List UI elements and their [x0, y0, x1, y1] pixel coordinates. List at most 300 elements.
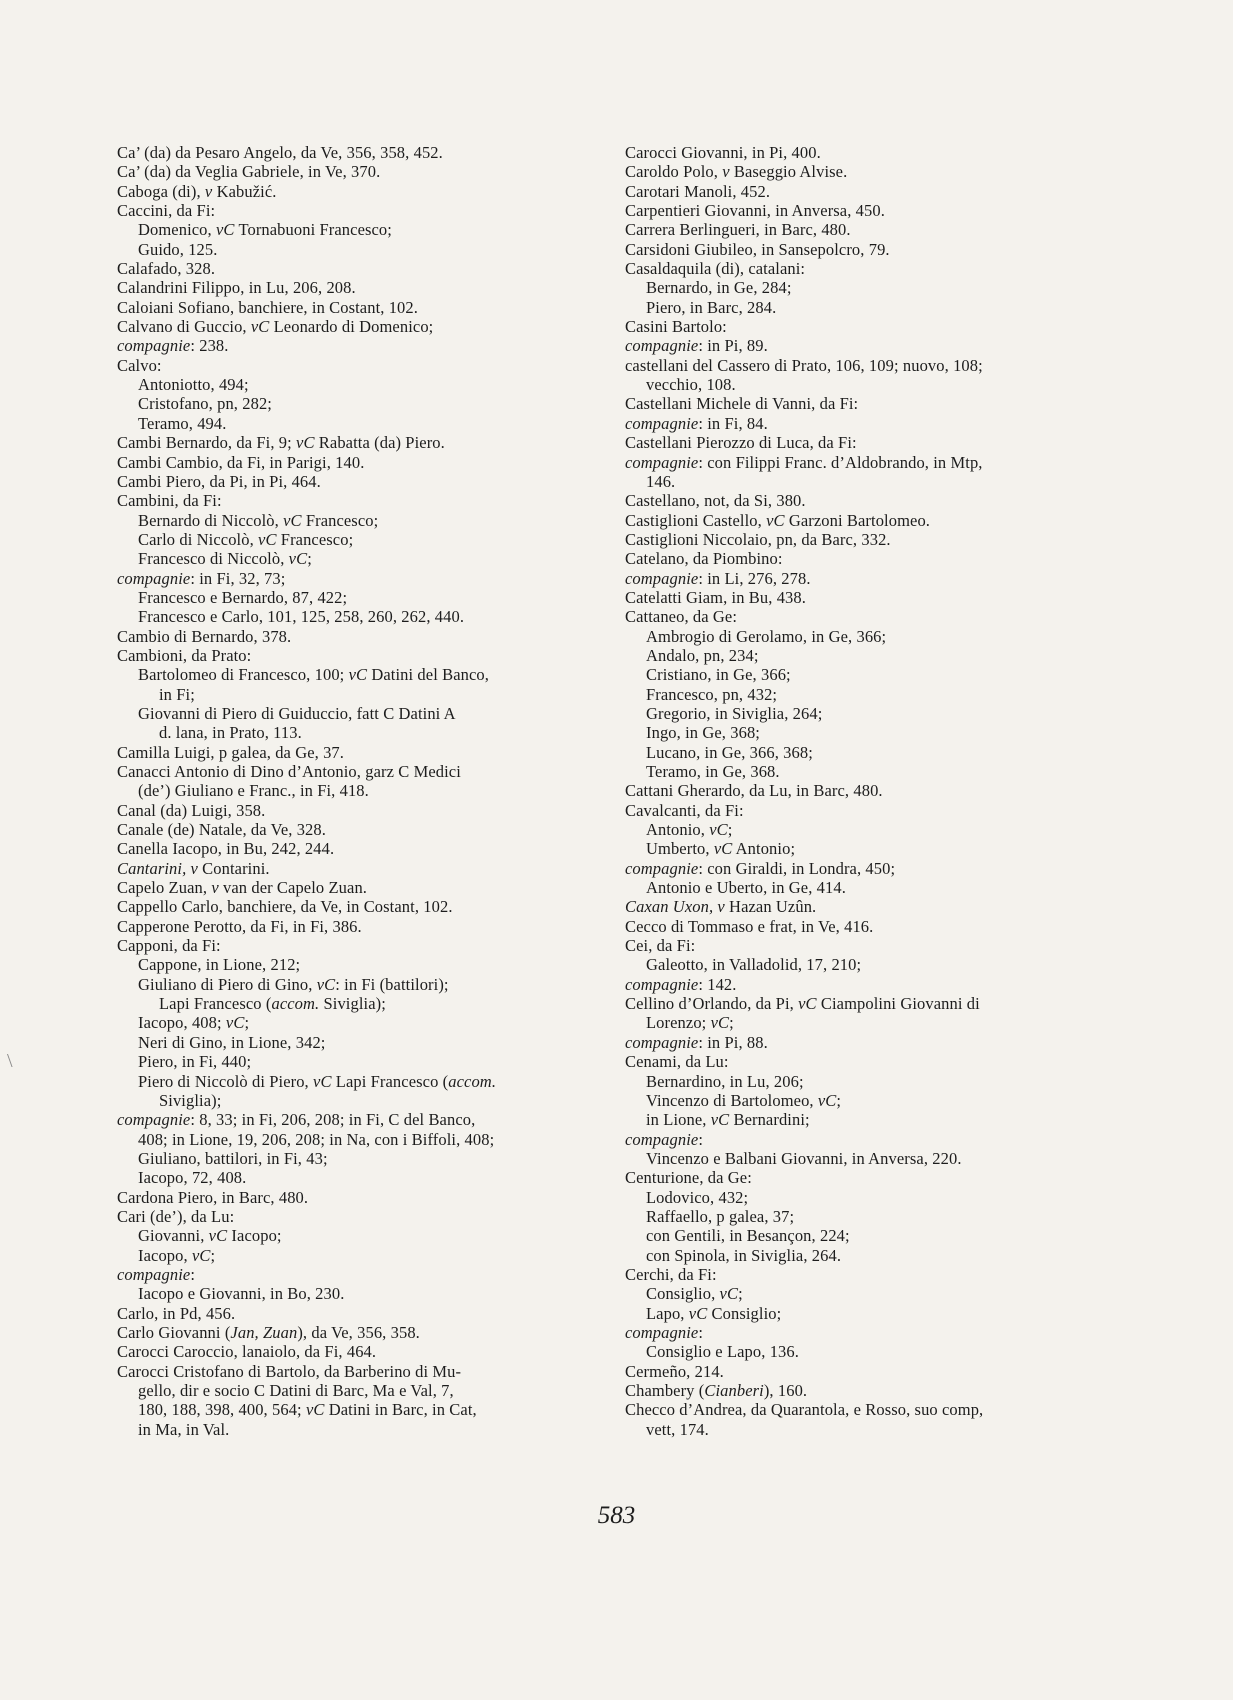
- italic-term: Caxan Uxon, v: [625, 897, 725, 917]
- entry-text: Iacopo, 72, 408.: [138, 1168, 247, 1188]
- entry-text: Consiglio;: [707, 1303, 782, 1323]
- entry-text: Capperone Perotto, da Fi, in Fi, 386.: [117, 916, 362, 936]
- entry-text: Cappello Carlo, banchiere, da Ve, in Costant, 102.: [117, 897, 453, 917]
- index-entry-line: [625, 1381, 1097, 1400]
- entry-text: Tornabuoni Francesco;: [234, 220, 392, 240]
- index-entry-line: [625, 414, 1097, 433]
- entry-text: Siviglia);: [319, 994, 386, 1014]
- entry-text: Ingo, in Ge, 368;: [646, 723, 760, 743]
- entry-text: Bernardo di Niccolò,: [138, 510, 284, 530]
- entry-text: Rabatta (da) Piero.: [314, 433, 445, 453]
- index-entry-line: [625, 549, 1097, 568]
- entry-text: Castellano, not, da Si, 380.: [625, 491, 806, 511]
- entry-text: Datini del Banco,: [367, 665, 489, 685]
- entry-text: Cambini, da Fi:: [117, 491, 222, 511]
- entry-text: Domenico,: [138, 220, 216, 240]
- italic-term: Jan, Zuan: [230, 1322, 298, 1342]
- index-entry-line: [625, 530, 1097, 549]
- index-entry-line: [117, 1400, 579, 1419]
- index-entry-line: [625, 356, 1097, 375]
- entry-text: :: [698, 1129, 703, 1149]
- index-entry-line: [117, 375, 579, 394]
- index-entry-line: [625, 1323, 1097, 1342]
- index-entry-line: [117, 1110, 579, 1129]
- entry-text: Casaldaquila (di), catalani:: [625, 259, 806, 279]
- index-entry-line: [625, 1304, 1097, 1323]
- index-entry-line: [117, 182, 579, 201]
- entry-text: Carlo Giovanni (: [117, 1322, 231, 1342]
- index-entry-line: [625, 1168, 1097, 1187]
- entry-text: Francesco e Bernardo, 87, 422;: [138, 587, 348, 607]
- entry-text: Antonio e Uberto, in Ge, 414.: [646, 878, 846, 898]
- entry-text: Carrera Berlingueri, in Barc, 480.: [625, 220, 851, 240]
- index-entry-line: [625, 588, 1097, 607]
- index-entry-line: [117, 1168, 579, 1187]
- entry-text: Piero di Niccolò di Piero,: [138, 1071, 314, 1091]
- italic-term: compagnie: [625, 974, 699, 994]
- entry-text: : in Pi, 89.: [698, 336, 768, 356]
- entry-text: Castellani Michele di Vanni, da Fi:: [625, 394, 859, 414]
- entry-text: Contarini.: [197, 858, 270, 878]
- entry-text: Teramo, in Ge, 368.: [646, 762, 780, 781]
- index-entry-line: [625, 1072, 1097, 1091]
- index-entry-line: [117, 1226, 579, 1245]
- entry-text: gello, dir e socio C Datini di Barc, Ma e Val, 7,: [138, 1381, 454, 1400]
- index-entry-line: [117, 1342, 579, 1361]
- entry-text: Canal (da) Luigi, 358.: [117, 800, 266, 820]
- italic-term: vC: [283, 510, 302, 530]
- index-entry-line: [117, 394, 579, 413]
- entry-text: Calvano di Guccio,: [117, 317, 251, 337]
- entry-text: Carocci Giovanni, in Pi, 400.: [625, 143, 821, 162]
- entry-text: Cambioni, da Prato:: [117, 645, 252, 665]
- index-entry-line: [117, 317, 579, 336]
- entry-text: Iacopo;: [227, 1226, 282, 1246]
- italic-term: compagnie: [625, 1129, 699, 1149]
- index-entry-line: [117, 1072, 579, 1091]
- entry-text: Chambery (: [625, 1381, 705, 1400]
- index-entry-line: [625, 1284, 1097, 1303]
- entry-text: Ambrogio di Gerolamo, in Ge, 366;: [646, 626, 887, 646]
- index-entry-line: [625, 743, 1097, 762]
- index-entry-line: [625, 704, 1097, 723]
- italic-term: vC: [709, 820, 728, 840]
- entry-text: :: [190, 1264, 195, 1284]
- index-entry-line: [625, 1420, 1097, 1439]
- index-entry-line: [625, 820, 1097, 839]
- index-entry-line: [117, 162, 579, 181]
- index-entry-line: [117, 1381, 579, 1400]
- index-entry-line: [625, 955, 1097, 974]
- index-entry-line: [625, 723, 1097, 742]
- index-entry-line: [625, 1052, 1097, 1071]
- index-entry-line: [117, 936, 579, 955]
- index-entry-line: [625, 433, 1097, 452]
- entry-text: : in Fi, 84.: [698, 413, 768, 433]
- entry-text: Capponi, da Fi:: [117, 936, 221, 956]
- index-entry-line: [625, 975, 1097, 994]
- index-entry-line: [625, 627, 1097, 646]
- index-entry-line: [117, 665, 579, 684]
- entry-text: Giovanni,: [138, 1226, 209, 1246]
- entry-text: Kabužić.: [212, 181, 277, 201]
- entry-text: Catelano, da Piombino:: [625, 549, 783, 569]
- entry-text: Piero, in Fi, 440;: [138, 1052, 252, 1072]
- entry-text: Castellani Pierozzo di Luca, da Fi:: [625, 433, 857, 453]
- index-entry-line: [117, 298, 579, 317]
- index-entry-line: [625, 182, 1097, 201]
- entry-text: con Gentili, in Besançon, 224;: [646, 1226, 850, 1246]
- entry-text: : 142.: [698, 974, 737, 994]
- entry-text: Canacci Antonio di Dino d’Antonio, garz C Medici: [117, 762, 461, 781]
- index-entry-line: [117, 897, 579, 916]
- entry-text: vett, 174.: [646, 1419, 709, 1439]
- index-entry-line: [117, 801, 579, 820]
- index-entry-line: [117, 994, 579, 1013]
- entry-text: Lapi Francesco (: [159, 994, 272, 1014]
- entry-text: ;: [727, 820, 733, 840]
- italic-term: compagnie: [625, 413, 699, 433]
- italic-term: vC: [208, 1226, 228, 1246]
- index-entry-line: [117, 240, 579, 259]
- italic-term: compagnie: [625, 336, 699, 356]
- entry-text: :: [698, 1322, 703, 1342]
- index-entry-line: [117, 820, 579, 839]
- index-entry-line: [625, 897, 1097, 916]
- index-entry-line: [625, 665, 1097, 684]
- index-entry-line: [117, 1130, 579, 1149]
- italic-term: vC: [191, 1245, 211, 1265]
- index-entry-line: [625, 607, 1097, 626]
- index-entry-line: [625, 162, 1097, 181]
- entry-text: Leonardo di Domenico;: [269, 317, 434, 337]
- index-entry-line: [117, 1246, 579, 1265]
- entry-text: Francesco;: [276, 529, 354, 549]
- index-entry-line: [117, 433, 579, 452]
- italic-term: vC: [710, 1013, 730, 1033]
- index-entry-line: [117, 336, 579, 355]
- index-entry-line: [117, 1323, 579, 1342]
- entry-text: : in Pi, 88.: [698, 1032, 768, 1052]
- entry-text: Lapi Francesco (: [331, 1071, 449, 1091]
- entry-text: in Lione,: [646, 1110, 711, 1130]
- index-entry-line: [117, 588, 579, 607]
- index-entry-line: [625, 259, 1097, 278]
- entry-text: Piero, in Barc, 284.: [646, 297, 777, 317]
- index-entry-line: [117, 1304, 579, 1323]
- index-entry-line: [117, 975, 579, 994]
- entry-text: Caloiani Sofiano, banchiere, in Costant, 102.: [117, 297, 418, 317]
- index-entry-line: [117, 781, 579, 800]
- index-entry-line: [117, 743, 579, 762]
- index-entry-line: [117, 356, 579, 375]
- index-entry-line: [117, 878, 579, 897]
- entry-text: Carpentieri Giovanni, in Anversa, 450.: [625, 201, 885, 221]
- index-entry-line: [117, 278, 579, 297]
- entry-text: Canale (de) Natale, da Ve, 328.: [117, 820, 326, 840]
- index-entry-line: [625, 685, 1097, 704]
- italic-term: vC: [258, 529, 277, 549]
- entry-text: Catelatti Giam, in Bu, 438.: [625, 587, 806, 607]
- index-entry-line: [625, 1362, 1097, 1381]
- index-entry-line: [625, 1110, 1097, 1129]
- entry-text: Vincenzo e Balbani Giovanni, in Anversa, 220.: [646, 1148, 962, 1168]
- entry-text: Guido, 125.: [138, 239, 218, 259]
- entry-text: Caboga (di),: [117, 181, 205, 201]
- entry-text: Carlo di Niccolò,: [138, 529, 259, 549]
- index-entry-line: [117, 1265, 579, 1284]
- index-entry-line: [625, 646, 1097, 665]
- index-entry-line: [625, 878, 1097, 897]
- entry-text: Neri di Gino, in Lione, 342;: [138, 1032, 326, 1052]
- entry-text: Hazan Uzûn.: [724, 897, 817, 917]
- index-entry-line: [625, 1342, 1097, 1361]
- entry-text: Centurione, da Ge:: [625, 1168, 752, 1188]
- entry-text: Capelo Zuan,: [117, 878, 212, 898]
- entry-text: Raffaello, p galea, 37;: [646, 1206, 795, 1226]
- entry-text: Casini Bartolo:: [625, 317, 727, 337]
- entry-text: Cristofano, pn, 282;: [138, 394, 272, 414]
- entry-text: Francesco;: [301, 510, 379, 530]
- entry-text: Cattani Gherardo, da Lu, in Barc, 480.: [625, 781, 883, 801]
- entry-text: Cambio di Bernardo, 378.: [117, 626, 292, 646]
- entry-text: Vincenzo di Bartolomeo,: [646, 1090, 818, 1110]
- index-entry-line: [625, 1188, 1097, 1207]
- entry-text: Lapo,: [646, 1303, 689, 1323]
- entry-text: : 8, 33; in Fi, 206, 208; in Fi, C del Banco,: [190, 1110, 476, 1130]
- entry-text: 408; in Lione, 19, 206, 208; in Na, con i Biffoli, 408;: [138, 1129, 495, 1149]
- index-entry-line: [117, 917, 579, 936]
- index-entry-line: [625, 1265, 1097, 1284]
- index-entry-line: [625, 220, 1097, 239]
- index-entry-line: [625, 491, 1097, 510]
- entry-text: 180, 188, 398, 400, 564;: [138, 1400, 306, 1420]
- entry-text: Antonio;: [732, 839, 796, 859]
- index-entry-line: [117, 627, 579, 646]
- entry-text: Baseggio Alvise.: [729, 162, 848, 182]
- italic-term: compagnie: [117, 568, 191, 588]
- entry-text: in Fi;: [159, 684, 195, 704]
- entry-text: Cambi Cambio, da Fi, in Parigi, 140.: [117, 452, 365, 472]
- index-entry-line: [117, 259, 579, 278]
- entry-text: in Ma, in Val.: [138, 1419, 230, 1439]
- entry-text: ;: [210, 1245, 216, 1265]
- entry-text: Carotari Manoli, 452.: [625, 181, 771, 201]
- index-entry-line: [625, 1207, 1097, 1226]
- index-entry-line: [117, 839, 579, 858]
- margin-mark: \: [7, 1050, 13, 1072]
- entry-text: : in Li, 276, 278.: [698, 568, 811, 588]
- index-entry-line: [117, 511, 579, 530]
- entry-text: Cappone, in Lione, 212;: [138, 955, 301, 975]
- entry-text: Calandrini Filippo, in Lu, 206, 208.: [117, 278, 356, 298]
- index-entry-line: [117, 472, 579, 491]
- italic-term: Cantarini, v: [117, 858, 198, 878]
- italic-term: vC: [713, 839, 733, 859]
- index-entry-line: [625, 240, 1097, 259]
- italic-term: vC: [798, 994, 817, 1014]
- entry-text: Lorenzo;: [646, 1013, 711, 1033]
- entry-text: vecchio, 108.: [646, 375, 736, 395]
- index-entry-line: [625, 569, 1097, 588]
- italic-term: vC: [296, 433, 315, 453]
- italic-term: Cianberi: [704, 1381, 764, 1400]
- index-entry-line: [117, 607, 579, 626]
- entry-text: Checco d’Andrea, da Quarantola, e Rosso, suo comp,: [625, 1400, 984, 1420]
- entry-text: Cellino d’Orlando, da Pi,: [625, 994, 799, 1014]
- index-entry-line: [117, 685, 579, 704]
- entry-text: Cari (de’), da Lu:: [117, 1206, 235, 1226]
- italic-term: compagnie: [117, 336, 191, 356]
- entry-text: Teramo, 494.: [138, 413, 227, 433]
- entry-text: : con Giraldi, in Londra, 450;: [698, 858, 896, 878]
- index-entry-line: [117, 1284, 579, 1303]
- entry-text: Giuliano di Piero di Gino,: [138, 974, 317, 994]
- entry-text: Carocci Cristofano di Bartolo, da Barberino di Mu-: [117, 1361, 462, 1381]
- entry-text: Gregorio, in Siviglia, 264;: [646, 703, 823, 723]
- index-entry-line: [625, 762, 1097, 781]
- entry-text: Cenami, da Lu:: [625, 1052, 729, 1072]
- index-column-right: [625, 143, 1097, 1439]
- entry-text: ;: [738, 1284, 743, 1304]
- entry-text: Giovanni di Piero di Guiduccio, fatt C Datini A: [138, 703, 456, 723]
- italic-term: vC: [710, 1110, 730, 1130]
- entry-text: Iacopo e Giovanni, in Bo, 230.: [138, 1284, 345, 1304]
- entry-text: Francesco, pn, 432;: [646, 684, 778, 704]
- italic-term: v: [722, 162, 730, 182]
- index-entry-line: [117, 491, 579, 510]
- entry-text: Bernardo, in Ge, 284;: [646, 278, 792, 298]
- index-entry-line: [117, 646, 579, 665]
- index-entry-line: [625, 394, 1097, 413]
- index-entry-line: [625, 375, 1097, 394]
- entry-text: Cermeño, 214.: [625, 1361, 724, 1381]
- entry-text: Carsidoni Giubileo, in Sansepolcro, 79.: [625, 239, 890, 259]
- entry-text: Cattaneo, da Ge:: [625, 607, 738, 627]
- entry-text: Castiglioni Castello,: [625, 510, 767, 530]
- entry-text: ), da Ve, 356, 358.: [297, 1322, 420, 1342]
- index-entry-line: [625, 839, 1097, 858]
- entry-text: Caccini, da Fi:: [117, 201, 216, 221]
- entry-text: Ca’ (da) da Veglia Gabriele, in Ve, 370.: [117, 162, 381, 182]
- entry-text: (de’) Giuliano e Franc., in Fi, 418.: [138, 781, 369, 801]
- index-entry-line: [625, 1013, 1097, 1032]
- entry-text: Calafado, 328.: [117, 259, 216, 279]
- entry-text: castellani del Cassero di Prato, 106, 109; nuovo, 108;: [625, 355, 983, 375]
- italic-term: vC: [766, 510, 785, 530]
- index-entry-line: [625, 1130, 1097, 1149]
- index-entry-line: [117, 1188, 579, 1207]
- index-entry-line: [117, 1091, 579, 1110]
- entry-text: Cambi Piero, da Pi, in Pi, 464.: [117, 471, 321, 491]
- entry-text: Francesco di Niccolò,: [138, 549, 289, 569]
- italic-term: compagnie: [625, 1322, 699, 1342]
- italic-term: compagnie: [117, 1264, 191, 1284]
- entry-text: Castiglioni Niccolaio, pn, da Barc, 332.: [625, 529, 891, 549]
- index-entry-line: [625, 1091, 1097, 1110]
- index-entry-line: [625, 1226, 1097, 1245]
- italic-term: vC: [688, 1303, 708, 1323]
- index-entry-line: [625, 1246, 1097, 1265]
- entry-text: Bernardino, in Lu, 206;: [646, 1071, 804, 1091]
- entry-text: 146.: [646, 471, 676, 491]
- index-entry-line: [117, 220, 579, 239]
- index-entry-line: [625, 143, 1097, 162]
- entry-text: Cambi Bernardo, da Fi, 9;: [117, 433, 297, 453]
- italic-term: compagnie: [625, 452, 699, 472]
- italic-term: vC: [348, 665, 368, 685]
- italic-term: vC: [305, 1400, 325, 1420]
- italic-term: accom.: [271, 994, 320, 1014]
- entry-text: Carocci Caroccio, lanaiolo, da Fi, 464.: [117, 1342, 377, 1362]
- index-entry-line: [117, 201, 579, 220]
- entry-text: con Spinola, in Siviglia, 264.: [646, 1245, 842, 1265]
- entry-text: Bartolomeo di Francesco, 100;: [138, 665, 349, 685]
- entry-text: van der Capelo Zuan.: [218, 878, 368, 898]
- entry-text: Cardona Piero, in Barc, 480.: [117, 1187, 309, 1207]
- entry-text: Umberto,: [646, 839, 714, 859]
- index-entry-line: [117, 1033, 579, 1052]
- entry-text: Antoniotto, 494;: [138, 375, 249, 395]
- entry-text: Iacopo,: [138, 1245, 192, 1265]
- italic-term: compagnie: [117, 1110, 191, 1130]
- entry-text: : 238.: [190, 336, 229, 356]
- italic-term: compagnie: [625, 858, 699, 878]
- index-entry-line: [117, 1013, 579, 1032]
- index-entry-line: [117, 453, 579, 472]
- index-entry-line: [625, 1149, 1097, 1168]
- index-entry-line: [625, 936, 1097, 955]
- italic-term: vC: [250, 317, 270, 337]
- index-entry-line: [117, 955, 579, 974]
- entry-text: Cavalcanti, da Fi:: [625, 800, 744, 820]
- entry-text: Cei, da Fi:: [625, 936, 696, 956]
- index-entry-line: [117, 414, 579, 433]
- italic-term: vC: [288, 549, 308, 569]
- entry-text: Lodovico, 432;: [646, 1187, 749, 1207]
- entry-text: Camilla Luigi, p galea, da Ge, 37.: [117, 742, 345, 762]
- entry-text: Cerchi, da Fi:: [625, 1264, 717, 1284]
- index-entry-line: [625, 511, 1097, 530]
- index-entry-line: [625, 453, 1097, 472]
- italic-term: compagnie: [625, 1032, 699, 1052]
- entry-text: Bernardini;: [729, 1110, 810, 1130]
- entry-text: Consiglio,: [646, 1284, 720, 1304]
- index-entry-line: [117, 1149, 579, 1168]
- entry-text: Calvo:: [117, 355, 162, 375]
- entry-text: Datini in Barc, in Cat,: [324, 1400, 477, 1420]
- italic-term: vC: [719, 1284, 739, 1304]
- index-column-left: [117, 143, 579, 1439]
- index-entry-line: [117, 1207, 579, 1226]
- entry-text: ;: [836, 1090, 842, 1110]
- entry-text: Cristiano, in Ge, 366;: [646, 665, 791, 685]
- index-entry-line: [625, 1400, 1097, 1419]
- index-entry-line: [625, 278, 1097, 297]
- italic-term: compagnie: [625, 568, 699, 588]
- entry-text: ;: [244, 1013, 250, 1033]
- italic-term: v: [204, 181, 213, 201]
- entry-text: Giuliano, battilori, in Fi, 43;: [138, 1148, 328, 1168]
- index-entry-line: [117, 143, 579, 162]
- page-number: 583: [597, 1502, 636, 1529]
- italic-term: vC: [215, 220, 235, 240]
- italic-term: v: [211, 878, 219, 898]
- entry-text: Antonio,: [646, 820, 710, 840]
- index-entry-line: [117, 859, 579, 878]
- entry-text: : in Fi, 32, 73;: [190, 568, 286, 588]
- index-entry-line: [117, 1362, 579, 1381]
